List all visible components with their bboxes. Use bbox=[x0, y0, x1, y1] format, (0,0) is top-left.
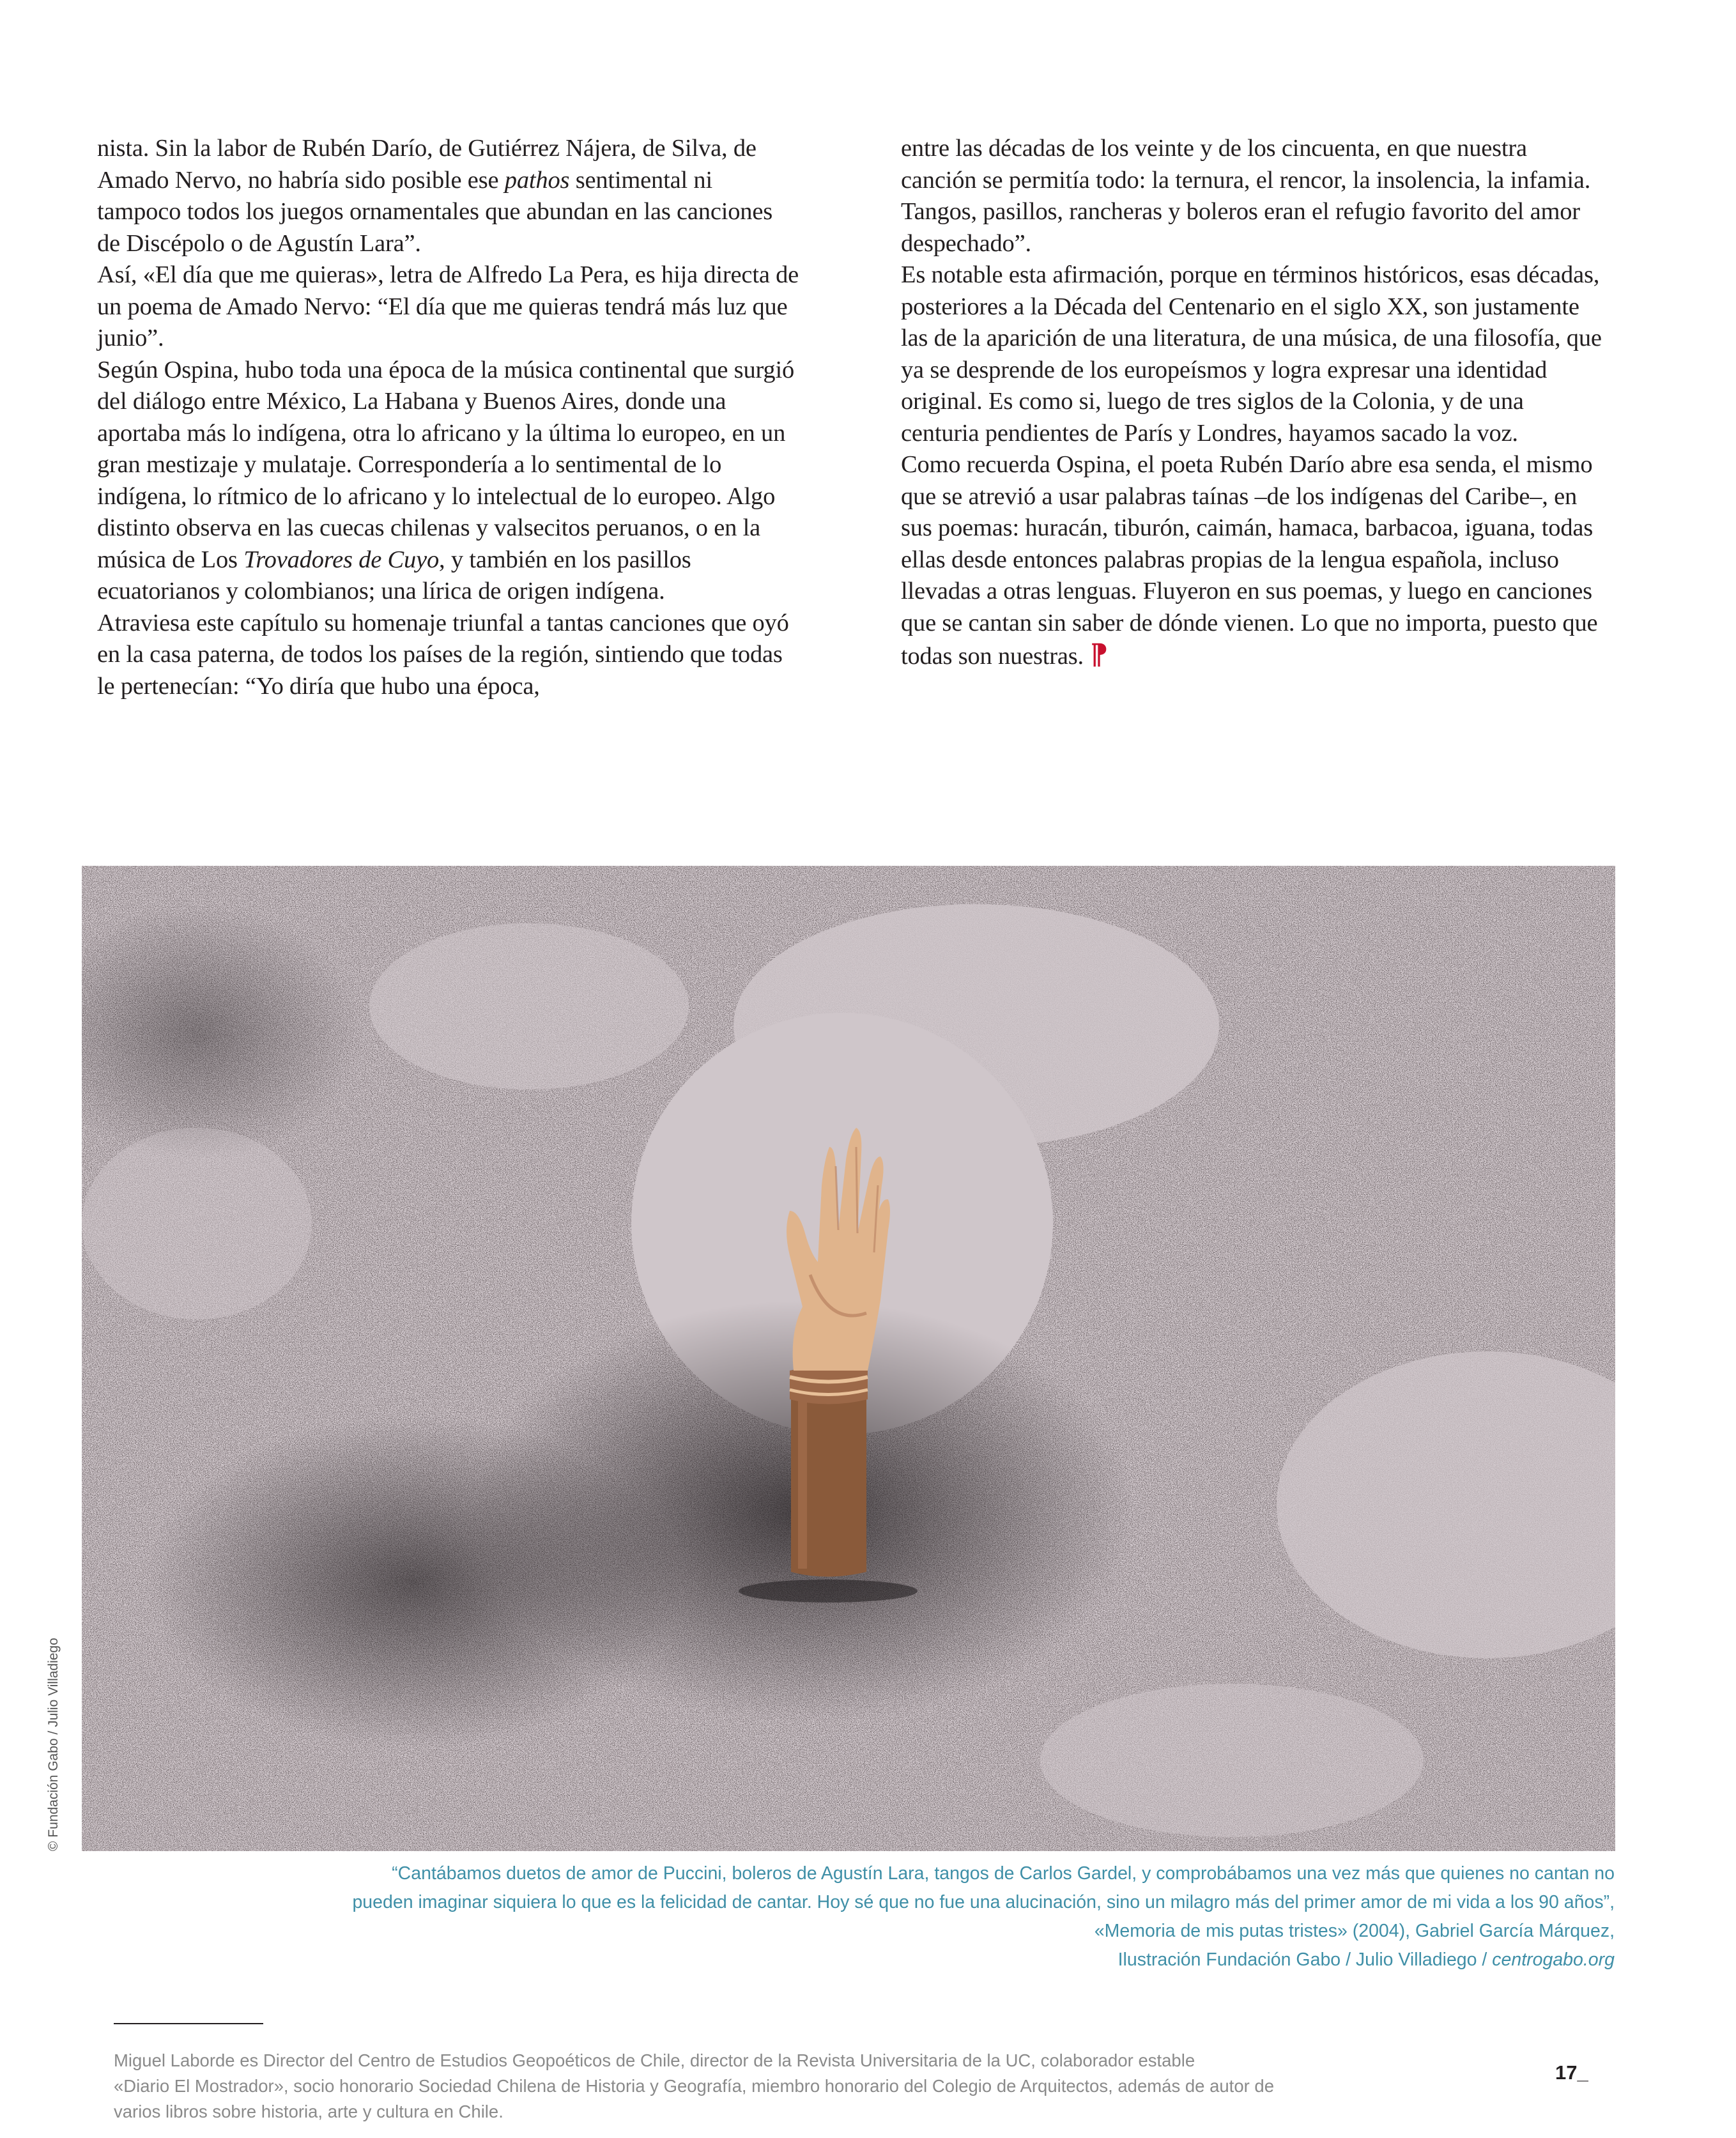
footnote-divider bbox=[114, 2023, 263, 2024]
author-bio-line: «Diario El Mostrador», socio honorario Sociedad Chilena de Historia y Geografía, miembro honorario del Colegio de Arquitectos, además de autor de bbox=[114, 2076, 1274, 2096]
paragraph: Según Ospina, hubo toda una época de la música continental que surgió del diálogo entre México, La Habana y Buenos Aires, donde una aportaba más lo indígena, otra lo africano y la última lo europeo, en un gran mestizaje y mulataje. Correspondería a lo sentimental de lo indígena, lo rítmico de lo africano y lo intelectual de lo europeo. Algo distinto observa en las cuecas chilenas y valsecitos peruanos, o en la música de Los Trovadores de Cuyo, y también en los pasillos ecuatorianos y colombianos; una lírica de origen indígena. bbox=[97, 356, 795, 604]
paragraph: Atraviesa este capítulo su homenaje triunfal a tantas canciones que oyó en la casa paterna, de todos los países de la región, sintiendo que todas le pertenecían: “Yo diría que hubo una época, bbox=[97, 609, 789, 700]
author-bio-line: varios libros sobre historia, arte y cultura en Chile. bbox=[114, 2102, 503, 2121]
caption-line: «Memoria de mis putas tristes» (2004), Gabriel García Márquez, bbox=[1094, 1921, 1615, 1941]
left-text-column bbox=[97, 133, 800, 702]
right-text-column bbox=[901, 133, 1604, 673]
paragraph: nista. Sin la labor de Rubén Darío, de Gutiérrez Nájera, de Silva, de Amado Nervo, no habría sido posible ese pathos sentimental ni tampoco todos los juegos ornamentales que abundan en las canciones de Discépolo o de Agustín Lara”. bbox=[97, 135, 773, 257]
paragraph: Es notable esta afirmación, porque en términos históricos, esas décadas, posteriores a la Década del Centenario en el siglo XX, son justamente las de la aparición de una literatura, de una música, de una filosofía, que ya se desprende de los europeísmos y logra expresar una identidad original. Es como si, luego de tres siglos de la Colonia, y de una centuria pendientes de París y Londres, hayamos sacado la voz. bbox=[901, 261, 1602, 447]
paragraph: Como recuerda Ospina, el poeta Rubén Darío abre esa senda, el mismo que se atrevió a usar palabras taínas –de los indígenas del Caribe–, en sus poemas: huracán, tiburón, caimán, hamaca, barbacoa, iguana, todas ellas desde entonces palabras propias de la lengua española, incluso llevadas a otras lenguas. Fluyeron en sus poemas, y luego en canciones que se cantan sin saber de dónde vienen. Lo que no importa, puesto que todas son nuestras. ⁋ bbox=[901, 451, 1598, 670]
illustration-raised-hand bbox=[82, 866, 1615, 1851]
caption-line: “Cantábamos duetos de amor de Puccini, boleros de Agustín Lara, tangos de Carlos Gardel, y comprobábamos una vez más que quienes no cantan no bbox=[392, 1863, 1615, 1884]
caption-link: centrogabo.org bbox=[1492, 1950, 1615, 1970]
end-of-article-mark: ⁋ bbox=[1089, 639, 1108, 670]
photo-credit: © Fundación Gabo / Julio Villadiego bbox=[46, 1638, 61, 1851]
author-bio bbox=[114, 2048, 1360, 2125]
page-number: 17_ bbox=[1555, 2061, 1588, 2084]
caption-line: pueden imaginar siquiera lo que es la felicidad de cantar. Hoy sé que no fue una alucinación, sino un milagro más del primer amor de mi vida a los 90 años”, bbox=[352, 1892, 1615, 1912]
author-bio-line: Miguel Laborde es Director del Centro de Estudios Geopoéticos de Chile, director de la Revista Universitaria de la UC, colaborador estable bbox=[114, 2050, 1195, 2070]
figure-caption bbox=[209, 1859, 1615, 1974]
caption-line: Ilustración Fundación Gabo / Julio Villadiego / centrogabo.org bbox=[1118, 1950, 1615, 1970]
paragraph: Así, «El día que me quieras», letra de Alfredo La Pera, es hija directa de un poema de Amado Nervo: “El día que me quieras tendrá más luz que junio”. bbox=[97, 261, 799, 351]
paragraph: entre las décadas de los veinte y de los cincuenta, en que nuestra canción se permitía todo: la ternura, el rencor, la insolencia, la infamia. Tangos, pasillos, rancheras y boleros eran el refugio favorito del amor despechado”. bbox=[901, 135, 1591, 257]
